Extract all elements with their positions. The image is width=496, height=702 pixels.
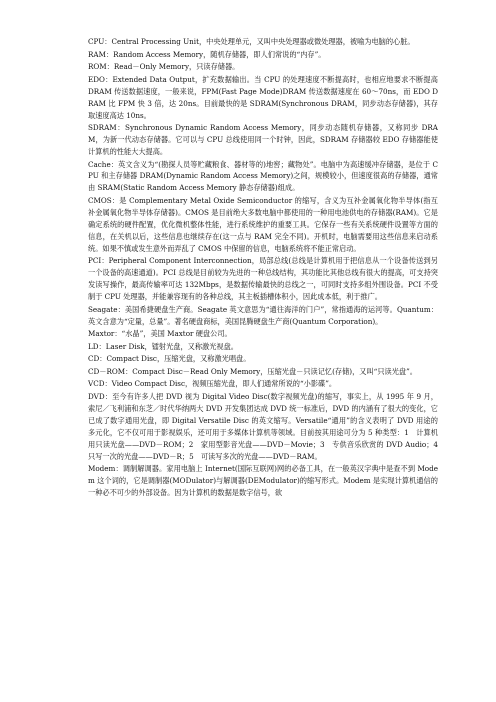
paragraph-seagate-quantum: Seagate：美国希捷硬盘生产商。Seagate 英文意思为“通往海洋的门户”，常指通海的运河等。Quantum：英文含意为“定量，总量”。著名硬盘商标，美国昆腾硬盘生产商(Quantum Corporation)。 — [88, 304, 438, 326]
paragraph-pci: PCI：Peripheral Component Interconnection，局部总线(总线是计算机用于把信息从一个设备传送到另一个设备的高速通道)。PCI 总线是目前较为先进的一种总线结构，其功能比其他总线有很大的提高，可支持突发读写操作，最高传输率可达 132Mbps，是数据传输最快的总线之一，可同时支持多组外围设备。PCI 不受制于 CPU 处理器，并能兼容现有的各种总线，其主板插槽体积小，因此成本低，利于推广。 — [88, 256, 438, 302]
paragraph-cd: CD：Compact Disc，压缩光盘，又称激光唱盘。 — [88, 354, 251, 364]
paragraph-modem: Modem：调制解调器。家用电脑上 Internet(国际互联网)网的必备工具，在一般英汉字典中是查不到 Modem 这个词的，它是调制器(MODulator)与解调器(DEModulator)的缩写形式。Modem 是实现计算机通信的一种必不可少的外部设备。因为计算机的数据是数字信号，欲 — [88, 464, 438, 498]
paragraph-dvd: DVD：至今有许多人把 DVD 视为 Digital Video Disc(数字视频光盘)的缩写，事实上，从 1995 年 9 月，索尼／飞利浦和东芝／时代华纳两大 DVD 开发集团达成 DVD 统一标准后，DVD 的内涵有了很大的变化，它已成了数字通用光盘，即 Digital Versatile Disc 的英文缩写。Versatile“通用”的含义表明了 DVD 用途的多元化，它不仅可用于影视娱乐，还可用于多媒体计算机等领域。目前按其用途可分为 5 种类型：1 计算机用只读光盘——DVD－ROM；2 家用型影音光盘——DVD－Movie；3 专供音乐欣赏的 DVD Audio；4 只写一次的光盘——DVD－R；5 可读写多次的光盘——DVD－RAM。 — [88, 391, 446, 461]
paragraph-vcd: VCD：Video Compact Disc，视频压缩光盘，即人们通常所说的“小影碟”。 — [88, 379, 337, 389]
paragraph-ram: RAM：Random Access Memory，随机存储器，即人们常说的“内存”。 — [88, 49, 326, 59]
paragraph-edo: EDO：Extended Data Output，扩充数据输出。当 CPU 的处理速度不断提高时，也相应地要求不断提高 DRAM 传送数据速度，一般来说，FPM(Fast Page Mode)DRAM 传送数据速度在 60～70ns，而 EDO DRAM 比 FPM 快 3 倍，达 20ns。目前最快的是 SDRAM(Synchronous DRAM，同步动态存储器)，其存取速度高达 10ns。 — [88, 74, 438, 120]
paragraph-cmos: CMOS：是 Complementary Metal Oxide Semiconductor 的缩写，含义为互补金属氧化物半导体(指互补金属氧化物半导体存储器)。CMOS 是目前绝大多数电脑中都使用的一种用电池供电的存储器(RAM)。它是确定系统的硬件配置，优化微机整体性能，进行系统维护的重要工具。它保存一些有关系统硬件设置等方面的信息，在关机以后，这些信息也继续存在(这一点与 RAM 完全不同)。开机时，电脑需要用这些信息来启动系统。如果不慎或发生意外而弄乱了 CMOS 中保留的信息，电脑系统将不能正常启动。 — [88, 195, 438, 253]
paragraph-cd-rom: CD－ROM：Compact Disc－Read Only Memory，压缩光盘－只读记忆(存储)，又叫“只读光盘”。 — [88, 366, 417, 376]
paragraph-ld: LD：Laser Disk，镭射光盘，又称激光视盘。 — [88, 341, 238, 351]
paragraph-rom: ROM：Read－Only Memory，只读存储器。 — [88, 62, 240, 72]
paragraph-maxtor: Maxtor：“水晶”，美国 Maxtor 硬盘公司。 — [88, 329, 232, 339]
paragraph-cache: Cache：英文含义为“(勘探人员等贮藏粮食、器材等的)地窖；藏物处”。电脑中为高速缓冲存储器，是位于 CPU 和主存储器 DRAM(Dynamic Random Access Memory)之间，规模较小，但速度很高的存储器，通常由 SRAM(Static Random Access Memory 静态存储器)组成。 — [88, 159, 438, 193]
paragraph-sdram: SDRAM：Synchronous Dynamic Random Access Memory，同步动态随机存储器，又称同步 DRAM，为新一代动态存储器。它可以与 CPU 总线使用同一个时钟，因此，SDRAM 存储器较 EDO 存储器能使计算机的性能大大提高。 — [88, 123, 438, 156]
paragraph-cpu: CPU：Central Processing Unit，中央处理单元，又叫中央处理器或微处理器，被喻为电脑的心脏。 — [88, 37, 415, 46]
